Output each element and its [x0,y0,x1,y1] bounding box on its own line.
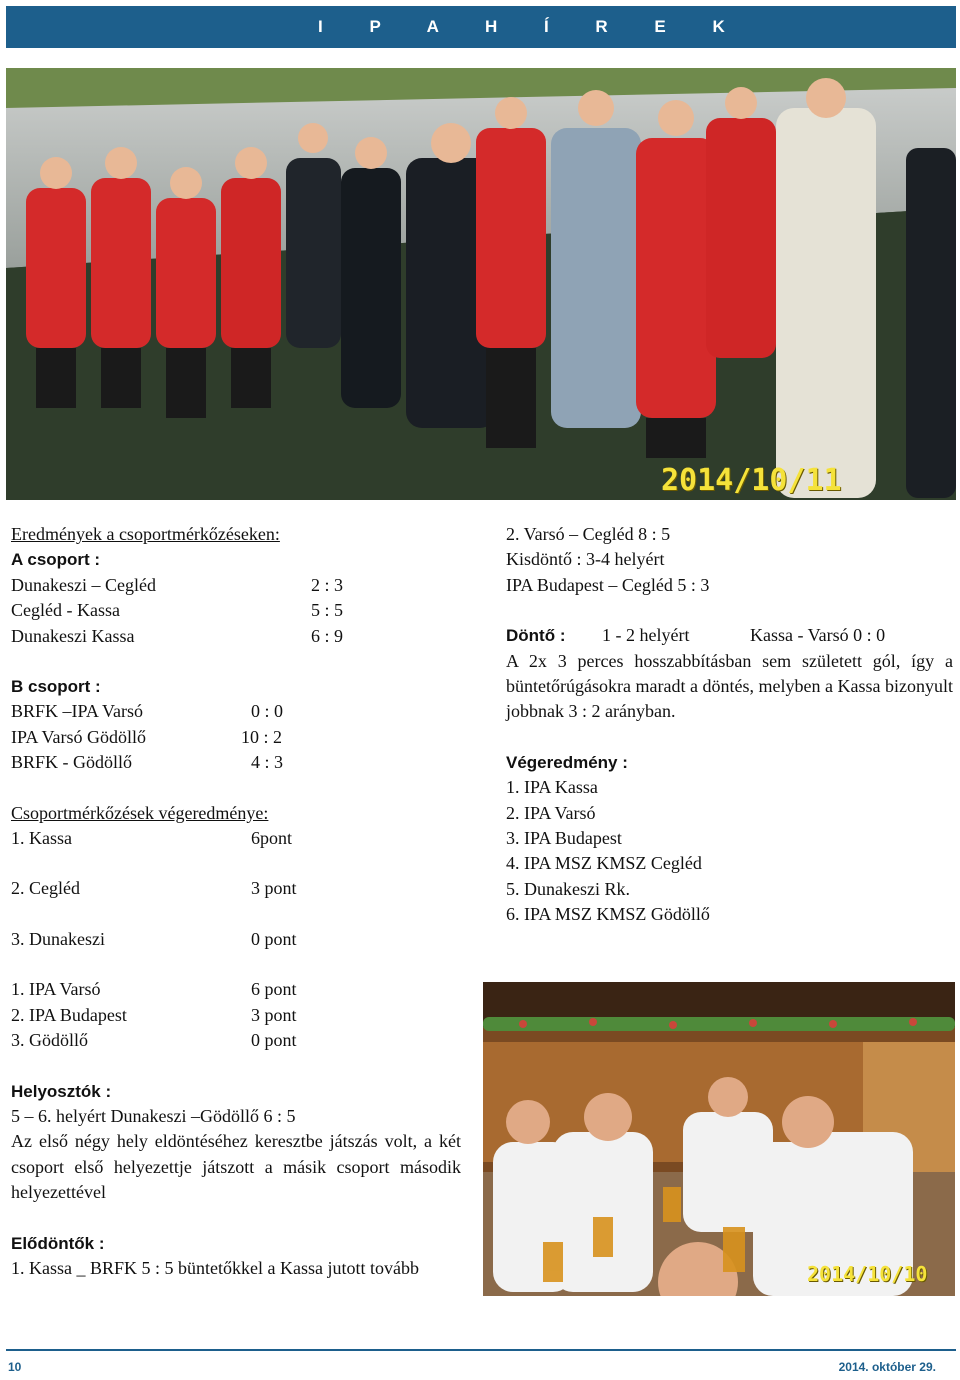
group-a-title: A csoport : [11,550,101,570]
semis-text: 1. Kassa _ BRFK 5 : 5 büntetőkkel a Kassa jutott tovább [11,1257,419,1278]
standing-row: 1. Kassa 6pont [11,828,293,849]
final-standing-item: 6. IPA MSZ KMSZ Gödöllő [506,904,710,925]
standing-row: 1. IPA Varsó 6 pont [11,979,297,1000]
final-standing-item: 5. Dunakeszi Rk. [506,878,630,899]
placement-text: Az első négy hely eldöntéséhez keresztbe játszás volt, a két csoport első helyezettje játszott a másik csoport második helyezettével [11,1131,461,1203]
restaurant-photo [483,982,955,1296]
header-title: I P A H Í R E K [318,17,746,36]
standing-row: 2. Cegléd 3 pont [11,878,297,899]
issue-date: 2014. október 29. [838,1360,936,1374]
final-standings [506,775,953,927]
standings-a [11,826,461,952]
standings-title: Csoportmérkőzések végeredménye: [11,802,269,823]
semis-title: Elődöntők : [11,1233,105,1253]
results-title: Eredmények a csoportmérkőzéseken: [11,524,280,544]
final-standing-item: 4. IPA MSZ KMSZ Cegléd [506,853,702,874]
standing-row: 3. Gödöllő 0 pont [11,1030,297,1051]
photo-date-stamp: 2014/10/11 [661,463,842,498]
final-standing-item: 2. IPA Varsó [506,802,596,823]
placement-title: Helyosztók : [11,1081,112,1101]
final-standing-item: 1. IPA Kassa [506,777,598,798]
final-standings-title: Végeredmény : [506,752,628,772]
semi-2: 2. Varsó – Cegléd 8 : 5 [506,524,671,544]
small-final-result: IPA Budapest – Cegléd 5 : 3 [506,574,710,595]
final-row [506,623,953,648]
standing-row: 3. Dunakeszi 0 pont [11,928,297,949]
final-standing-item: 3. IPA Budapest [506,828,622,849]
match-row: Cegléd - Kassa 5 : 5 [11,600,344,621]
page-number: 10 [8,1360,22,1374]
photo-date-stamp: 2014/10/10 [807,1262,928,1286]
standing-row: 2. IPA Budapest 3 pont [11,1004,297,1025]
final-text: A 2x 3 perces hosszabbításban sem született gól, így a büntetőrúgásokra maradt a döntés, melyben a Kassa bizonyult jobbnak 3 : 2 arányban. [506,650,953,722]
placement-line: 5 – 6. helyért Dunakeszi –Gödöllő 6 : 5 [11,1105,296,1126]
match-row: IPA Varsó Gödöllő 10 : 2 [11,726,283,747]
footer-divider [6,1349,956,1351]
small-final: Kisdöntő : 3-4 helyért [506,549,665,570]
group-b-matches [11,699,461,775]
final-label: Döntő : [506,626,566,646]
standings-b [11,977,461,1053]
match-row: Dunakeszi Kassa 6 : 9 [11,625,344,646]
final-place: 1 - 2 helyért [602,625,690,646]
final-result: Kassa - Varsó 0 : 0 [750,625,886,646]
group-b-title: B csoport : [11,677,101,697]
group-a-matches [11,573,461,649]
right-column [506,522,953,928]
team-photo [6,68,956,500]
match-row: BRFK –IPA Varsó 0 : 0 [11,701,284,722]
header-bar [6,6,956,48]
match-row: BRFK - Gödöllő 4 : 3 [11,752,284,773]
match-row: Dunakeszi – Cegléd 2 : 3 [11,574,344,595]
left-column [11,522,461,1281]
